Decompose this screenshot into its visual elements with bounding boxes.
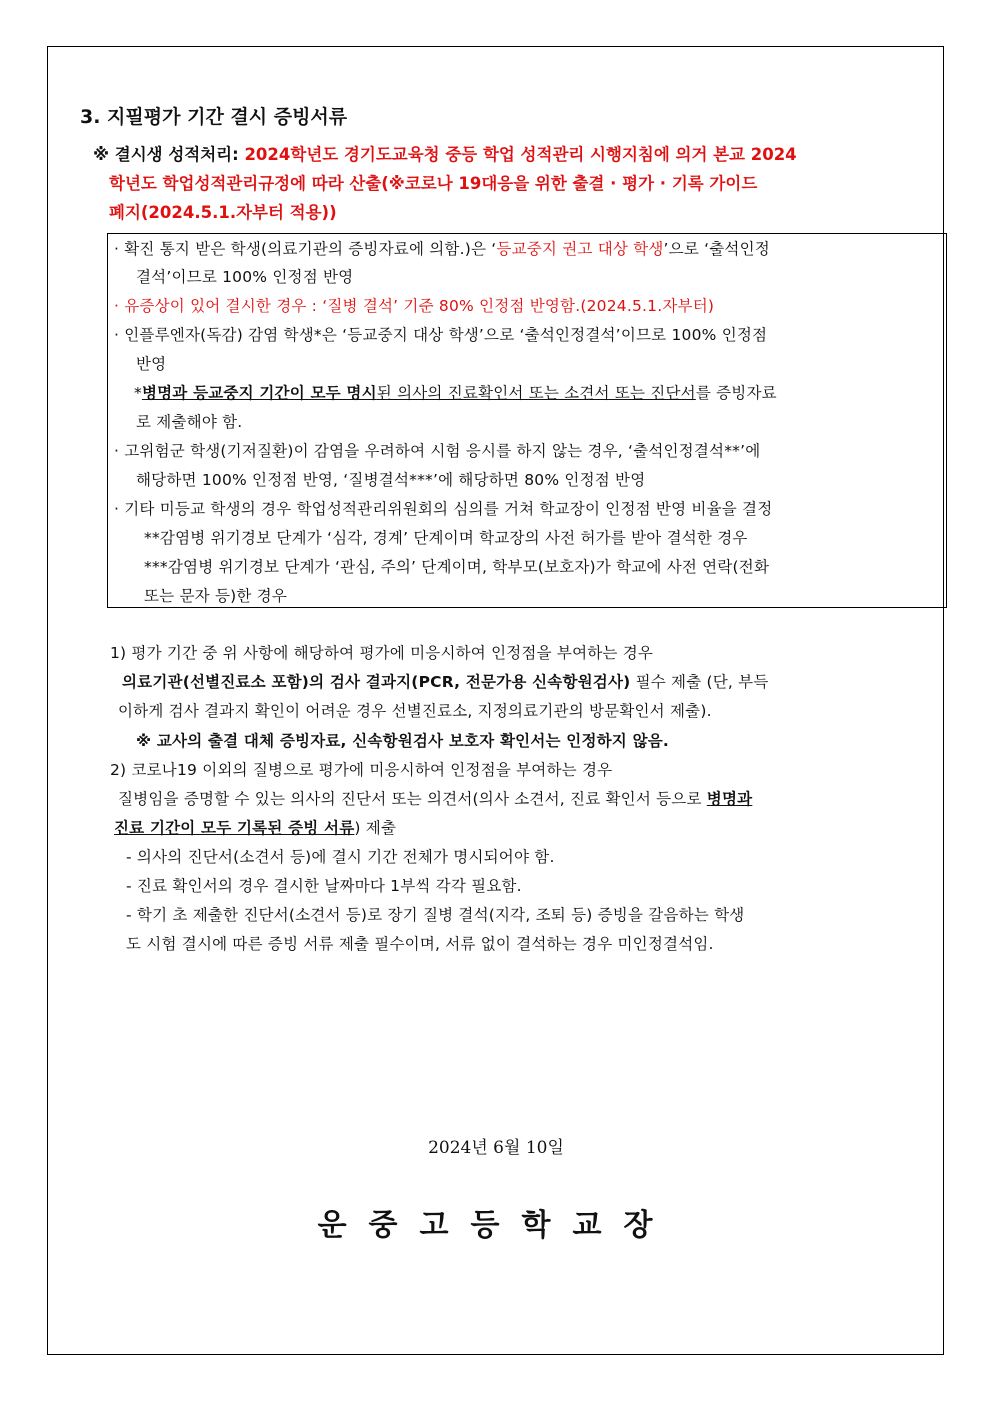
box-line-10: · 기타 미등교 학생의 경우 학업성적관리위원회의 심의를 거쳐 학교장이 인정점 반영 비율을 결정 <box>114 500 773 518</box>
box-line-2: 결석’이므로 100% 인정점 반영 <box>136 268 354 286</box>
principal-signature: 운중고등학교장 <box>317 1208 675 1243</box>
highlight-text: 등교중지 권고 대상 학생 <box>496 240 664 258</box>
notice-line-2: 학년도 학업성적관리규정에 따라 산출(※코로나 19대응을 위한 출결 · 평가 · 기록 가이드 <box>109 174 758 193</box>
body-line-8: - 의사의 진단서(소견서 등)에 결시 기간 전체가 명시되어야 함. <box>126 848 555 866</box>
body-line-3: 이하게 검사 결과지 확인이 어려운 경우 선별진료소, 지정의료기관의 방문확인서 제출). <box>118 702 712 720</box>
box-line-7: 로 제출해야 함. <box>136 413 243 431</box>
body-line-11: 도 시험 결시에 따른 증빙 서류 제출 필수이며, 서류 없이 결석하는 경우 미인정결석임. <box>126 935 714 953</box>
body-line-6: 질병임을 증명할 수 있는 의사의 진단서 또는 의견서(의사 소견서, 진료 확인서 등으로 병명과 <box>118 790 753 808</box>
box-line-8: · 고위험군 학생(기저질환)이 감염을 우려하여 시험 응시를 하지 않는 경우, ‘출석인정결석**’에 <box>114 442 761 460</box>
box-line-4: · 인플루엔자(독감) 감염 학생*은 ‘등교중지 대상 학생’으로 ‘출석인정결석’이므로 100% 인정점 <box>114 326 768 344</box>
notice-mark: ※ 결시생 성적처리: <box>93 145 239 164</box>
body-line-2: 의료기관(선별진료소 포함)의 검사 결과지(PCR, 전문가용 신속항원검사) 필수 제출 (단, 부득 <box>122 673 769 691</box>
body-line-5: 2) 코로나19 이외의 질병으로 평가에 미응시하여 인정점을 부여하는 경우 <box>110 761 613 779</box>
body-line-10: - 학기 초 제출한 진단서(소견서 등)로 장기 질병 결석(지각, 조퇴 등) 증빙을 갈음하는 학생 <box>126 906 745 924</box>
box-line-9: 해당하면 100% 인정점 반영, ‘질병결석***’에 해당하면 80% 인정점 반영 <box>136 471 646 489</box>
body-line-7: 진료 기간이 모두 기록된 증빙 서류) 제출 <box>114 819 397 837</box>
box-line-1: · 확진 통지 받은 학생(의료기관의 증빙자료에 의함.)은 ‘등교중지 권고 대상 학생’으로 ‘출석인정 <box>114 240 770 258</box>
box-line-13: 또는 문자 등)한 경우 <box>144 587 288 605</box>
box-line-3: · 유증상이 있어 결시한 경우 : ‘질병 결석’ 기준 80% 인정점 반영함.(2024.5.1.자부터) <box>114 297 715 315</box>
notice-line-3: 폐지(2024.5.1.자부터 적용)) <box>109 203 337 222</box>
body-line-1: 1) 평가 기간 중 위 사항에 해당하여 평가에 미응시하여 인정점을 부여하는 경우 <box>110 644 654 662</box>
body-line-4: ※ 교사의 출결 대체 증빙자료, 신속항원검사 보호자 확인서는 인정하지 않음. <box>136 732 670 750</box>
notice-text-1: 2024학년도 경기도교육청 중등 학업 성적관리 시행지침에 의거 본교 2024 <box>244 145 797 164</box>
criteria-box <box>107 233 947 608</box>
section-title: 3. 지필평가 기간 결시 증빙서류 <box>80 106 348 128</box>
body-line-9: - 진료 확인서의 경우 결시한 날짜마다 1부씩 각각 필요함. <box>126 877 522 895</box>
box-line-12: ***감염병 위기경보 단계가 ‘관심, 주의’ 단계이며, 학부모(보호자)가 학교에 사전 연락(전화 <box>144 558 770 576</box>
box-line-11: **감염병 위기경보 단계가 ‘심각, 경계’ 단계이며 학교장의 사전 허가를 받아 결석한 경우 <box>144 529 748 547</box>
document-date: 2024년 6월 10일 <box>428 1138 564 1158</box>
box-line-5: 반영 <box>136 355 167 373</box>
notice-line-1 <box>93 141 797 165</box>
box-line-6: *병명과 등교중지 기간이 모두 명시된 의사의 진료확인서 또는 소견서 또는 진단서를 증빙자료 <box>134 384 777 402</box>
